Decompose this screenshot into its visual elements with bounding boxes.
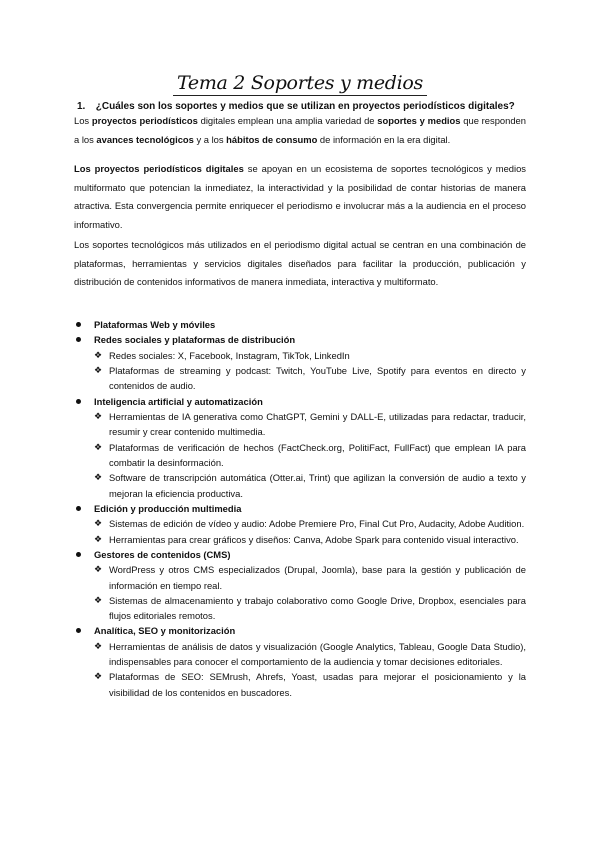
sub-list-item: [94, 532, 526, 547]
section-heading: Edición y producción multimedia: [94, 502, 242, 514]
bullet-dot-icon: [76, 506, 81, 511]
diamond-bullet-icon: ❖: [94, 441, 103, 452]
sub-list-item: [94, 470, 526, 501]
section-item: [74, 501, 526, 547]
p1-bold-d: soportes y medios: [377, 115, 461, 126]
p1-text-g: y a los: [193, 133, 227, 145]
section-heading: Analítica, SEO y monitorización: [94, 625, 236, 637]
sub-item-text: Sistemas de edición de vídeo y audio: Adobe Premiere Pro, Final Cut Pro, Audacity, Adobe Audition.: [109, 518, 525, 530]
p2-text-b: se apoyan en un ecosistema de soportes tecnológicos y medios multiformato que potencian la inmediatez, la interactividad y la posibilidad de contar historias de manera atractiva. Esta convergencia permite enriquecer el periodismo e involucrar más a la audiencia en el proceso informativo.: [74, 163, 526, 230]
diamond-bullet-icon: ❖: [94, 518, 103, 529]
sub-item-text: Herramientas de análisis de datos y visualización (Google Analytics, Tableau, Google Data Studio), indispensables para conocer el comportamiento de la audiencia y tomar decisiones editoriales.: [109, 640, 526, 668]
diamond-bullet-icon: ❖: [94, 472, 103, 483]
section-heading: Plataformas Web y móviles: [94, 319, 216, 330]
paragraph-1: [74, 112, 526, 149]
bullet-dot-icon: [76, 399, 81, 404]
diamond-bullet-icon: ❖: [94, 411, 103, 422]
p1-text-a: Los: [74, 115, 92, 126]
paragraph-3: Los soportes tecnológicos más utilizados en el periodismo digital actual se centran en una combinación de plataformas, herramientas y servicios digitales diseñados para facilitar la producción, publicación y distribución de contenidos informativos de manera inmediata, interactiva y multiformato.: [74, 239, 526, 288]
bullet-dot-icon: [76, 552, 81, 557]
section-heading: Gestores de contenidos (CMS): [94, 548, 231, 560]
p1-bold-f: avances tecnológicos: [96, 133, 194, 145]
diamond-bullet-icon: ❖: [94, 594, 103, 605]
sub-list-item: [94, 440, 526, 471]
sub-list: [94, 409, 526, 501]
p1-text-c: digitales emplean una amplia variedad de: [197, 115, 378, 126]
bullet-dot-icon: [76, 322, 81, 327]
sub-list-item: [94, 516, 526, 531]
section-item: [74, 332, 526, 393]
diamond-bullet-icon: ❖: [94, 671, 103, 682]
diamond-bullet-icon: ❖: [94, 564, 103, 575]
p2-bold-a: Los proyectos periodísticos digitales: [74, 163, 244, 174]
question-heading: [77, 101, 515, 112]
diamond-bullet-icon: ❖: [94, 349, 103, 360]
sub-item-text: Plataformas de streaming y podcast: Twitch, YouTube Live, Spotify para eventos en directo y contenidos de audio.: [109, 365, 526, 392]
sub-item-text: Herramientas de IA generativa como ChatGPT, Gemini y DALL-E, utilizadas para redactar, traducir, resumir y crear contenido multimedia.: [109, 411, 526, 438]
sub-list: [94, 348, 526, 394]
diamond-bullet-icon: ❖: [94, 533, 103, 544]
sub-list-item: [94, 639, 526, 670]
sub-list: [94, 562, 526, 623]
sub-list: [94, 639, 526, 700]
sub-list-item: [94, 562, 526, 593]
bullet-dot-icon: [76, 628, 81, 633]
sub-item-text: Plataformas de SEO: SEMrush, Ahrefs, Yoast, usadas para mejorar el posicionamiento y la visibilidad de los contenidos en buscadores.: [109, 671, 526, 698]
sub-list-item: [94, 348, 526, 363]
sub-list-item: [94, 593, 526, 624]
section-item: [74, 623, 526, 700]
sub-item-text: WordPress y otros CMS especializados (Drupal, Joomla), base para la gestión y publicación de información en tiempo real.: [109, 564, 526, 591]
sub-item-text: Software de transcripción automática (Otter.ai, Trint) que agilizan la conversión de audio a texto y mejoran la eficiencia productiva.: [109, 472, 526, 499]
paragraph-2: [74, 160, 526, 234]
sub-list-item: [94, 409, 526, 440]
p1-bold-h: hábitos de consumo: [226, 133, 318, 145]
p1-text-e: que responden a los: [74, 115, 526, 145]
section-item: [74, 394, 526, 501]
question-text: ¿Cuáles son los soportes y medios que se utilizan en proyectos periodísticos digitales?: [95, 101, 515, 112]
sub-item-text: Redes sociales: X, Facebook, Instagram, TikTok, LinkedIn: [109, 349, 350, 361]
section-heading: Inteligencia artificial y automatización: [94, 395, 263, 407]
sub-list: [94, 516, 526, 547]
sections-list: [74, 317, 526, 700]
sub-list-item: [94, 669, 526, 700]
diamond-bullet-icon: ❖: [94, 640, 103, 651]
p1-bold-b: proyectos periodísticos: [91, 115, 198, 126]
sub-list-item: [94, 363, 526, 394]
section-item: [74, 317, 526, 332]
title-text: Tema 2 Soportes y medios: [173, 72, 427, 96]
sub-item-text: Sistemas de almacenamiento y trabajo colaborativo como Google Drive, Dropbox, esenciales para flujos editoriales remotos.: [109, 594, 526, 622]
section-heading: Redes sociales y plataformas de distribución: [94, 334, 296, 346]
bullet-dot-icon: [76, 337, 81, 342]
page-title: [0, 72, 600, 94]
p1-text-i: de información en la era digital.: [317, 133, 451, 145]
diamond-bullet-icon: ❖: [94, 365, 103, 376]
question-number: 1.: [77, 101, 86, 112]
sub-item-text: Plataformas de verificación de hechos (FactCheck.org, PolitiFact, FullFact) que emplean IA para combatir la desinformación.: [109, 441, 526, 468]
sub-item-text: Herramientas para crear gráficos y diseños: Canva, Adobe Spark para contenido visual interactivo.: [109, 533, 519, 545]
section-item: [74, 547, 526, 624]
